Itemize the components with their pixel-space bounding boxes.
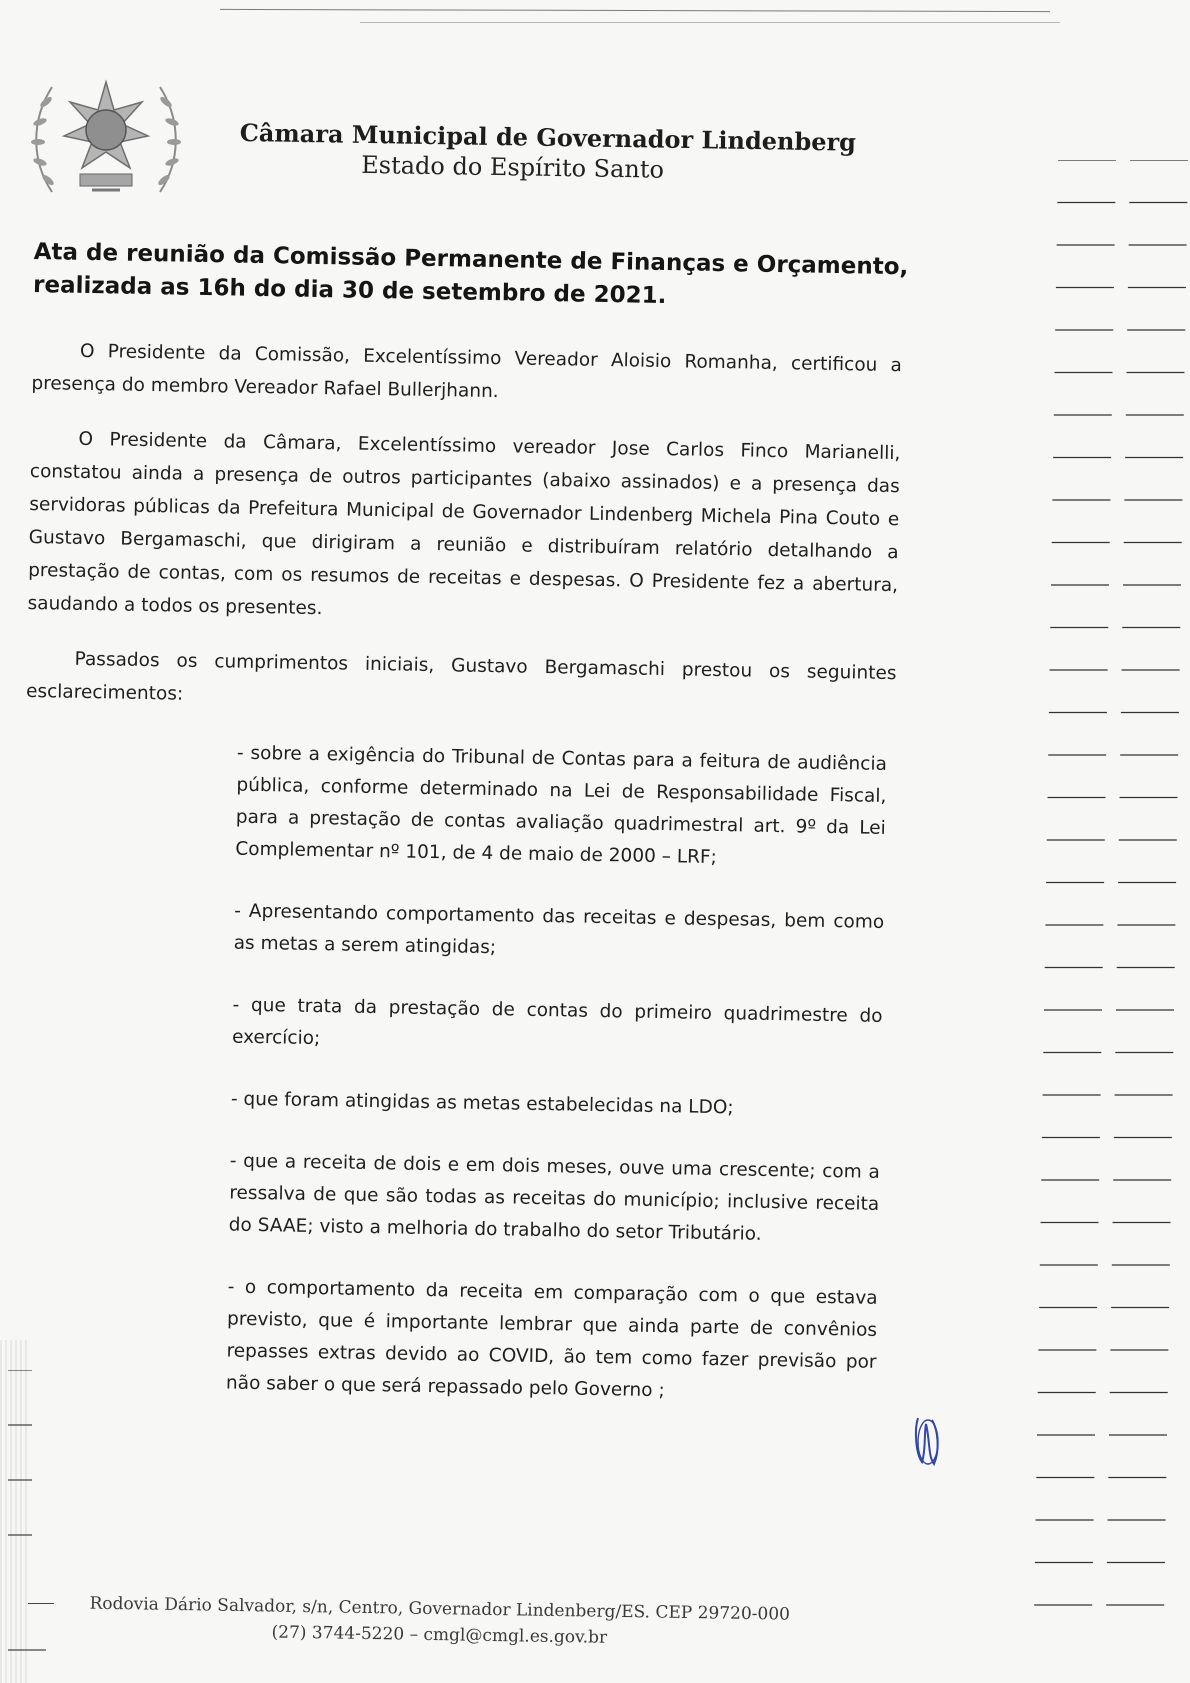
footer-contact-line: (27) 3744-5220 – cmgl@cmgl.es.gov.br — [271, 1622, 608, 1648]
title-line-1: Ata de reunião da Comissão Permanente de Finanças e Orçamento, — [33, 238, 909, 281]
minutes-body — [13, 236, 914, 1441]
list-item: - o comportamento da receita em comparação com o que estava previsto, que é importante lembrar que ainda parte de convênios repasses extras devido ao COVID, ão tem como fazer previsão por não saber o que será repassado pelo Governo ; — [225, 1276, 878, 1402]
footer-address-line: Rodovia Dário Salvador, s/n, Centro, Governador Lindenberg/ES. CEP 29720-000 — [89, 1593, 791, 1625]
list-item: - Apresentando comportamento das receitas e despesas, bem como as metas a serem atingidas; — [233, 900, 885, 959]
paragraph-attendance: O Presidente da Comissão, Excelentíssimo Vereador Aloisio Romanha, certificou a presença do membro Vereador Rafael Bullerjhann. — [31, 340, 903, 403]
list-item: - que a receita de dois e em dois meses, ouve uma crescente; com a ressalva de que são todas as receitas do município; inclusive receita do SAAE; visto a melhoria do trabalho do setor Tributário. — [228, 1150, 880, 1245]
organization-name: Câmara Municipal de Governador Lindenberg — [239, 118, 857, 157]
paragraph-opening: O Presidente da Câmara, Excelentíssimo vereador Jose Carlos Finco Marianelli, constatou ainda a presença de outros participantes (abaixo assinados) e a presença das servidoras públicas da Prefeitura Municipal de Governador Lindenberg Michela Pina Couto e Gustavo Bergamaschi, que dirigiram a reunião e distribuíram relatório detalhando a prestação de contas, com os resumos de receitas e despesas. O Presidente fez a abertura, saudando a todos os presentes. — [27, 428, 901, 620]
top-rule-faint — [360, 22, 1060, 23]
top-rule — [220, 9, 1050, 12]
state-name: Estado do Espírito Santo — [361, 150, 665, 184]
list-item: - que foram atingidas as metas estabelecidas na LDO; — [230, 1088, 734, 1119]
list-item: - sobre a exigência do Tribunal de Contas para a feitura de audiência pública, conforme determinado na Lei de Responsabilidade Fiscal, para a prestação de contas avaliação quadrimestral art. 9º da Lei Complementar nº 101, de 4 de maio de 2000 – LRF; — [235, 742, 888, 869]
municipal-crest-icon — [22, 72, 190, 210]
footer-address — [49, 1590, 830, 1654]
document-title — [33, 236, 914, 317]
list-item: - que trata da prestação de contas do primeiro quadrimestre do exercício; — [231, 994, 883, 1050]
letterhead — [239, 118, 900, 187]
clarifications-list — [226, 738, 887, 1411]
right-margin-lines — [1030, 160, 1190, 1660]
initials-signature-icon — [912, 1410, 942, 1470]
paragraph-clarifications-intro: Passados os cumprimentos iniciais, Gustavo Bergamaschi prestou os seguintes esclarecimentos: — [25, 648, 897, 705]
title-line-2: realizada as 16h do dia 30 de setembro de 2021. — [32, 271, 667, 310]
left-margin-ticks — [0, 1370, 50, 1680]
